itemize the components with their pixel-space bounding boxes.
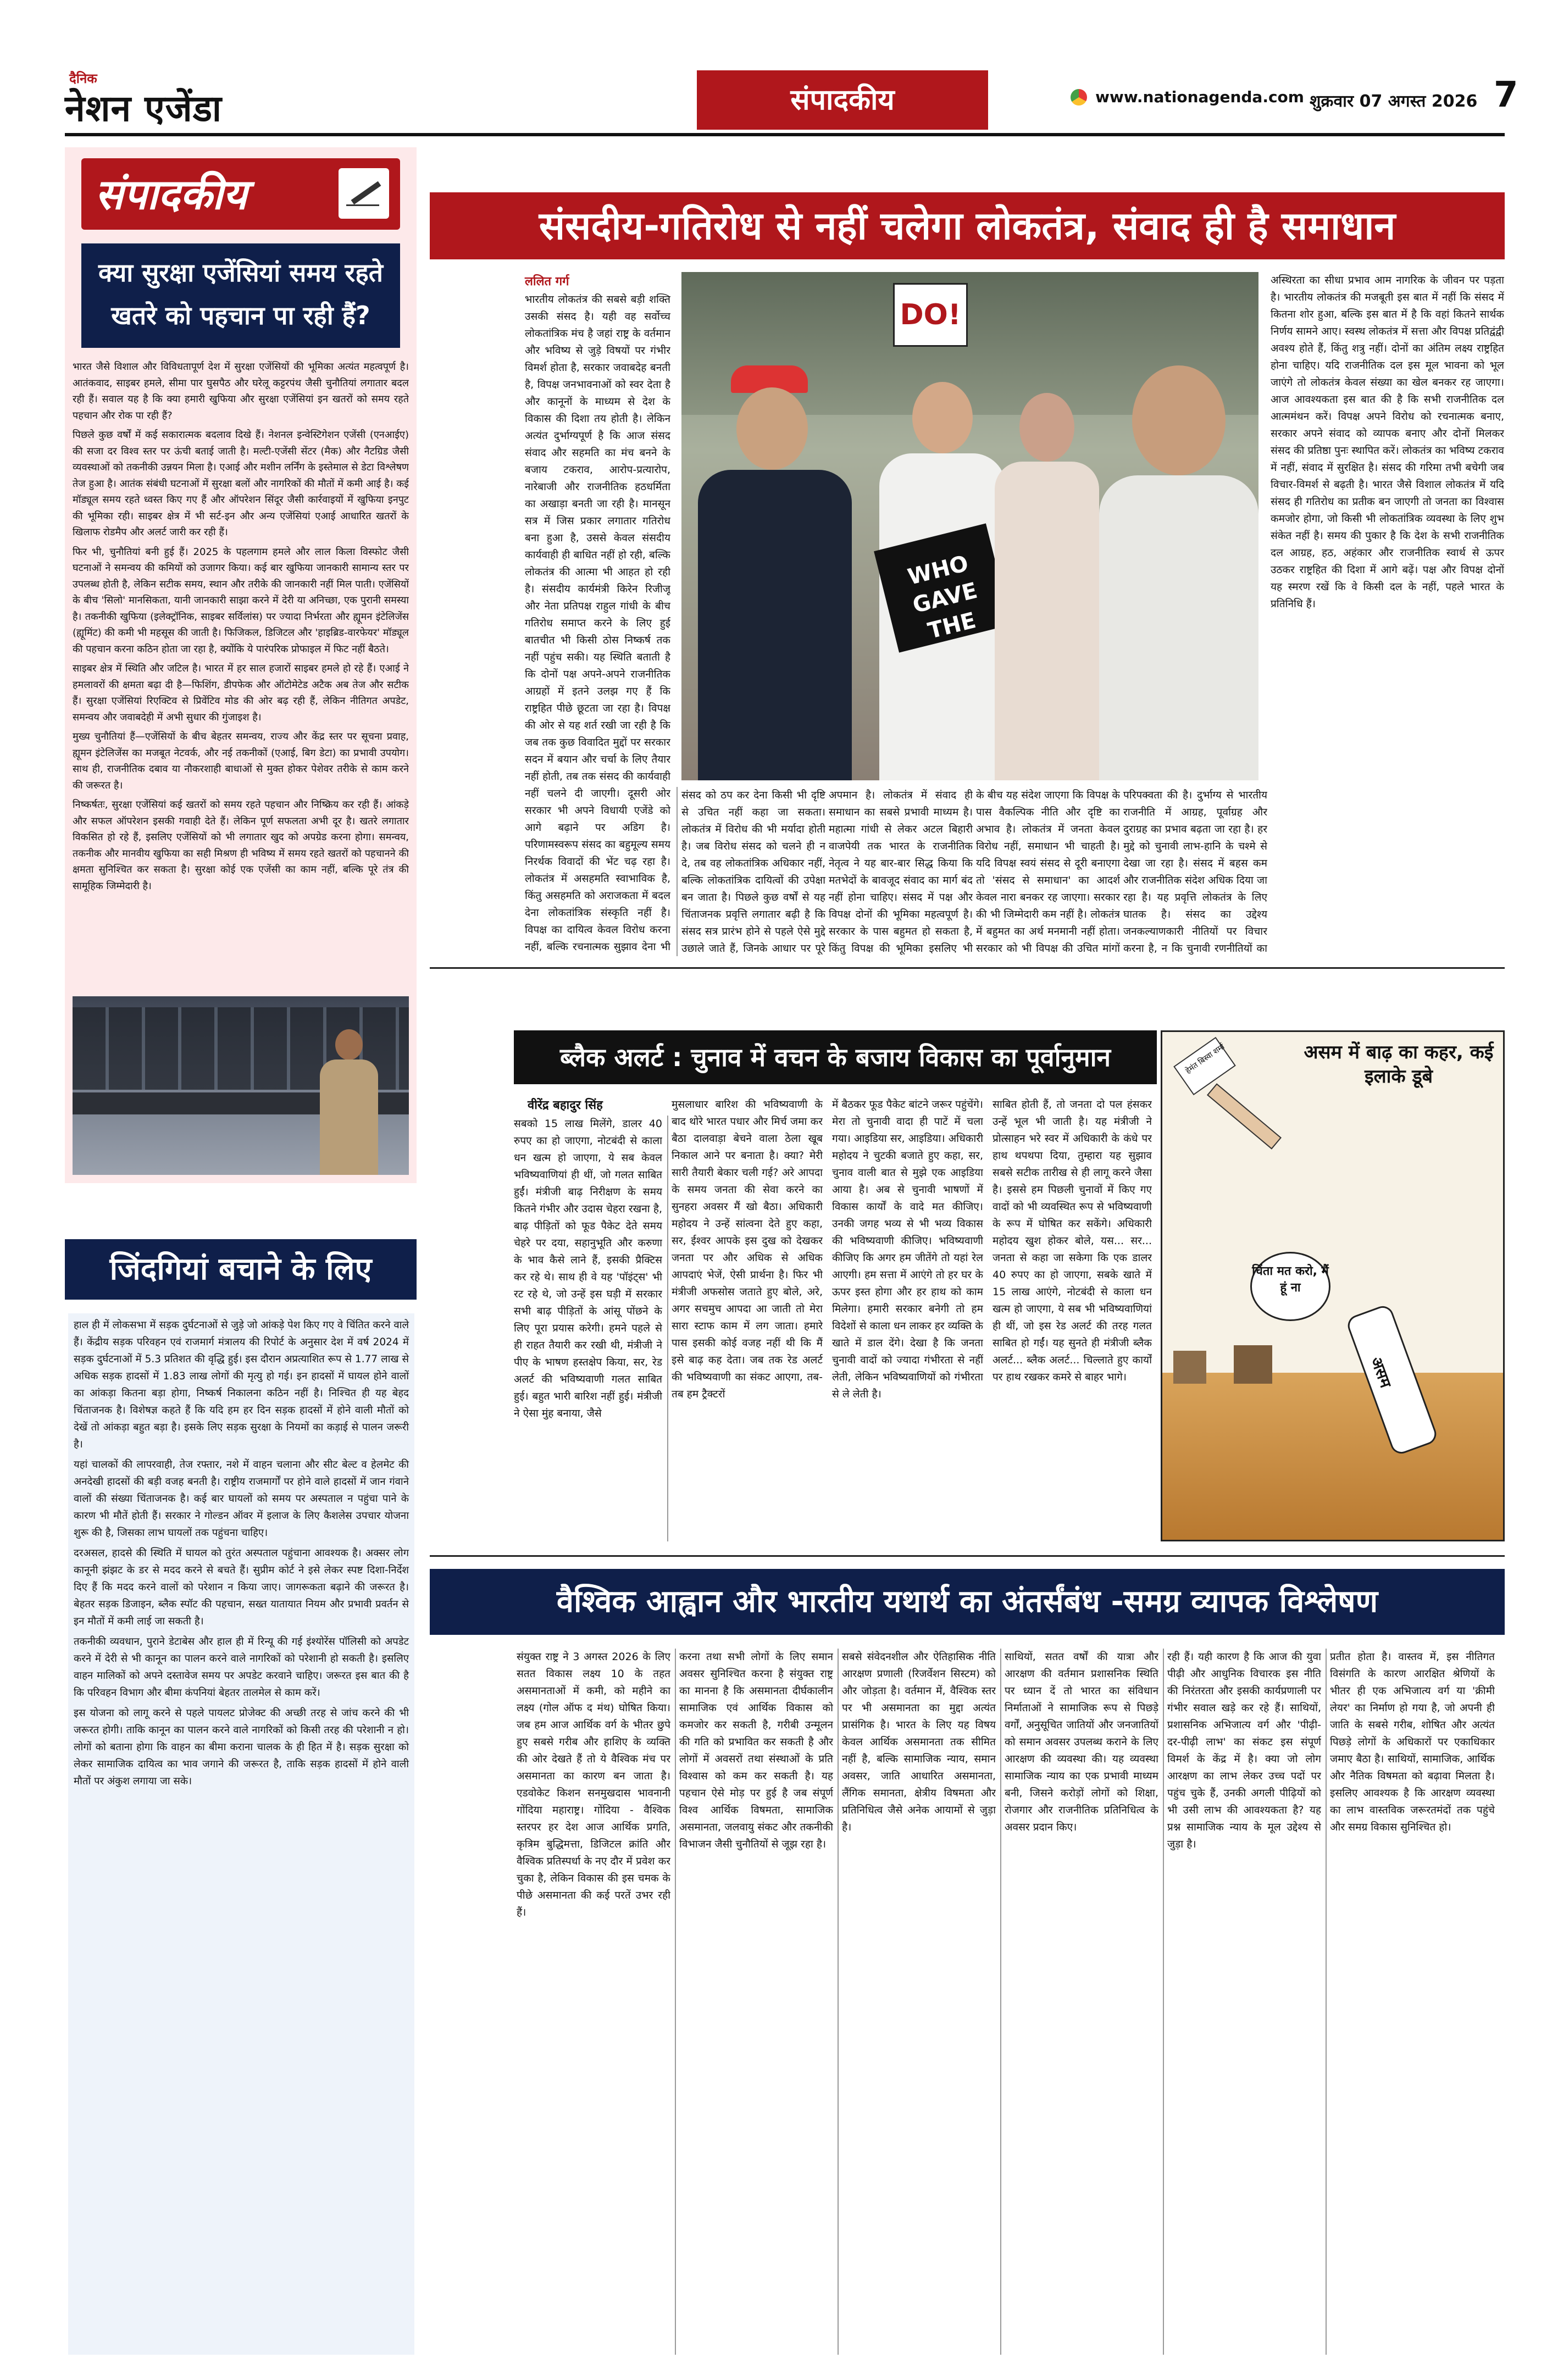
logo-small: दैनिक bbox=[69, 71, 97, 86]
main-col-2: संसद को ठप कर देना किसी भी दृष्टि से उचित नहीं कहा जा सकता। लोकतंत्र में विरोध की भी मर्यादा होती है। जब विरोध संसद को चलने ही न दे, तब वह लोकतांत्रिक अधिकार नहीं, बल्कि लोकतांत्रिक दायित्वों की उपेक्षा बन जाता है। पिछले कुछ वर्षों से यह चिंताजनक प्रवृत्ति लगातार बढ़ी है कि संसद सत्र प्रारंभ होने से पहले ऐसे मुद्दे उछाले जाते हैं, जिनके आधार पर पूरे bbox=[681, 789, 825, 955]
global-col-3: सबसे संवेदनशील और ऐतिहासिक नीति आरक्षण प्रणाली (रिजर्वेशन सिस्टम) को और जोड़ता है। वर्तमान में, वैश्विक स्तर पर भी असमानता का मुद्दा अत्यंत प्रासंगिक है। भारत के लिए यह विषय केवल आर्थिक असमानता तक सीमित नहीं है, बल्कि सामाजिक न्याय, समान अवसर, जाति आधारित असमानता, लैंगिक समानता, क्षेत्रीय विषमता और प्रतिनिधित्व जैसे अनेक आयामों से जुड़ा है। bbox=[842, 1651, 996, 1833]
website-block bbox=[1071, 88, 1304, 115]
editorial-body bbox=[73, 359, 409, 983]
section-rule bbox=[430, 967, 1505, 969]
main-byline: ललित गर्ग bbox=[525, 275, 569, 289]
website-link[interactable]: www.nationagenda.com bbox=[1095, 88, 1304, 106]
black-alert-banner bbox=[514, 1030, 1157, 1084]
life-para: दरअसल, हादसे की स्थिति में घायल को तुरंत अस्पताल पहुंचाना आवश्यक है। अक्सर लोग कानूनी झंझट के डर से मदद करने से बचते हैं। सुप्रीम कोर्ट ने इसे लेकर स्पष्ट दिशा-निर्देश दिए हैं कि मदद करने वालों को परेशान न किया जाए। जागरूकता बढ़ाने की जरूरत है। बेहतर सड़क डिजाइन, ब्लैक स्पॉट की पहचान, सख्त यातायात नियम और प्रभावी प्रवर्तन से इन मौतों में कमी लाई जा सकती है। bbox=[74, 1547, 409, 1627]
black-alert-headline: ब्लैक अलर्ट : चुनाव में वचन के बजाय विकास का पूर्वानुमान bbox=[559, 1042, 1111, 1072]
black-col-2: मुसलाधार बारिश की भविष्यवाणी के बाद थोरे भारत पधार और मिर्च जमा कर बैठा दालवाड़ा बेचने वाला ठेला खूब निकाल आने पर बनाता है। क्या? मेरी सारी तैयारी बेकार चली गई? अरे आपदा के समय जनता की सेवा करने का सुनहरा अवसर मैं खो बैठा। अधिकारी महोदय ने उन्हें सांत्वना देते हुए कहा, सर, ईश्वर आपके इस दुख को देखकर जनता पर और अधिक से अधिक आपदाएं भेजें, ऐसी प्रार्थना है। फिर भी मंत्रीजी अफसोस जताते हुए बोले, अरे, अगर सचमुच आपदा आ जाती तो मेरा सारा स्टाफ काम में लग जाता। हमारे पास इसकी कोई वजह नहीं थी कि मैं इसे बाढ़ कह देता। जब तक रेड अलर्ट की भविष्यवाणी का संकट आएगा, तब-तब हम ट्रैक्टरों bbox=[672, 1099, 823, 1400]
column-rule bbox=[677, 787, 678, 956]
column-rule bbox=[1163, 1649, 1164, 2355]
life-para: यहां चालकों की लापरवाही, तेज रफ्तार, नशे में वाहन चलाना और सीट बेल्ट व हेलमेट की अनदेखी हादसों की बड़ी वजह बनती है। राष्ट्रीय राजमार्गों पर होने वाले हादसों में जान गंवाने वालों की संख्या चिंताजनक है। कई बार घायलों को समय पर अस्पताल न पहुंचा पाने के कारण भी मौतें होती हैं। सरकार ने गोल्डन ऑवर में इलाज के लिए कैशलेस उपचार योजना शुरू की है, जिसका लाभ घायलों तक पहुंचना चाहिए। bbox=[74, 1459, 409, 1539]
main-col-6: अस्थिरता का सीधा प्रभाव आम नागरिक के जीवन पर पड़ता है। भारतीय लोकतंत्र की मजबूती इस बात में नहीं कि संसद में कितना शोर हुआ, बल्कि इस बात में है कि वहां कितने सार्थक निर्णय सामने आए। स्वस्थ लोकतंत्र में सत्ता और विपक्ष प्रतिद्वंद्वी अवश्य होते हैं, किंतु शत्रु नहीं। दोनों का अंतिम लक्ष्य राष्ट्रहित होना चाहिए। यदि राजनीतिक दल इस मूल भावना को भूल जाएंगे तो लोकतंत्र केवल संख्या का खेल बनकर रह जाएगा। आज आवश्यकता इस बात की है कि सभी राजनीतिक दल आत्ममंथन करें। विपक्ष अपने विरोध को रचनात्मक बनाए, सरकार अपने संवाद को व्यापक बनाए और दोनों मिलकर संसद की प्रतिष्ठा पुनः स्थापित करें। लोकतंत्र का भविष्य टकराव में नहीं, संवाद में सुरक्षित है। संसद की गरिमा तभी बचेगी जब विचार-विमर्श से बढ़ती है। भारत जैसे विशाल लोकतंत्र में यदि संसद ही गतिरोध का प्रतीक बन जाएगी तो जनता का विश्वास कमजोर होगा, जो किसी भी लोकतांत्रिक व्यवस्था के लिए शुभ संकेत नहीं है। समय की पुकार है कि देश के सभी राजनीतिक दल आग्रह, हठ, अहंकार और राजनीतिक स्वार्थ से ऊपर उठकर राष्ट्रहित की दिशा में आगे बढ़ें। पक्ष और विपक्ष दोनों यह स्मरण रखें कि वे किसी दल के नहीं, पहले भारत के प्रतिनिधि हैं। bbox=[1271, 274, 1504, 610]
section-banner bbox=[697, 70, 988, 130]
flood-cartoon bbox=[1161, 1030, 1505, 1541]
global-headline-bar bbox=[430, 1569, 1505, 1635]
editorial-headline: क्या सुरक्षा एजेंसियां समय रहते खतरे को पहचान पा रही हैं? bbox=[98, 258, 383, 330]
black-col-3: में बैठकर फूड पैकेट बांटने जरूर पहुंचेंगे। मेरा तो चुनावी वादा ही पाटें में चला गया। आइडिया सर, आइडिया। अधिकारी महोदय ने चुटकी बजाते हुए कहा, सर, चुनाव वाली बात से मुझे एक आइडिया आया है। अब से चुनावी भाषणों में विकास कार्यों के वादे मत कीजिए। उनकी जगह भव्य से भी भव्य विकास की भविष्यवाणी कीजिए। भविष्यवाणी कीजिए कि अगर हम जीतेंगे तो यहां रेल आएगी। हम सत्ता में आएंगे तो हर घर के ऊपर इस्त होगा और हर हाथ को काम मिलेगा। हमारी सरकार बनेगी तो हम विदेशों से काला धन लाकर हर व्यक्ति के खाते में डाल देंगे। देखा है कि जनता चुनावी वादों को ज्यादा गंभीरता से नहीं लेती, लेकिन भविष्यवाणियों को गंभीरता से ले लेती है। bbox=[832, 1099, 983, 1400]
who-gave-sign: WHO GAVE THE bbox=[874, 523, 1011, 652]
global-col-2: करना तथा सभी लोगों के लिए समान अवसर सुनिश्चित करना है संयुक्त राष्ट्र का मानना है कि असमानता दीर्घकालीन सामाजिक एवं आर्थिक विकास को कमजोर कर सकती है, गरीबी उन्मूलन की गति को प्रभावित कर सकती है और लोगों में अवसरों तथा संस्थाओं के प्रति विश्वास को कम कर सकती है। यह पहचान ऐसे मोड़ पर हुई है जब संपूर्ण विश्व आर्थिक विषमता, सामाजिक असमानता, जलवायु संकट और तकनीकी विभाजन जैसी चुनौतियों से जूझ रहा है। bbox=[679, 1651, 833, 1850]
life-para: इस योजना को लागू करने से पहले पायलट प्रोजेक्ट की अच्छी तरह से जांच करने की भी जरूरत होगी। ताकि कानून का पालन करने वाले नागरिकों को किसी तरह की परेशानी न हो। लोगों को बताना होगा कि वाहन का बीमा कराना चालक के ही हित में है। सड़क सुरक्षा को लेकर सामाजिक दायित्व का भाव जगाने की जरूरत है, ताकि सड़क हादसों में होने वाली मौतों पर अंकुश लगाया जा सके। bbox=[74, 1707, 409, 1787]
editorial-para: भारत जैसे विशाल और विविधतापूर्ण देश में सुरक्षा एजेंसियों की भूमिका अत्यंत महत्वपूर्ण है। आतंकवाद, साइबर हमले, सीमा पार घुसपैठ और घरेलू कट्टरपंथ जैसी चुनौतियां लगातार बदल रही हैं। सवाल यह है कि क्या हमारी खुफिया और सुरक्षा एजेंसियां इन खतरों को समय रहते पहचान और रोक पा रही हैं? bbox=[73, 361, 409, 421]
parliament-protest-photo bbox=[681, 272, 1258, 780]
main-col-1: भारतीय लोकतंत्र की सबसे बड़ी शक्ति उसकी संसद है। यही वह सर्वोच्च लोकतांत्रिक मंच है जहां राष्ट्र के वर्तमान और भविष्य से जुड़े विषयों पर गंभीर विमर्श होता है, सरकार जवाबदेह बनती है, विपक्ष जनभावनाओं को स्वर देता है और कानूनों के माध्यम से देश के विकास की दिशा तय होती है। लेकिन अत्यंत दुर्भाग्यपूर्ण है कि आज संसद संवाद और सहमति का मंच बनने के बजाय टकराव, आरोप-प्रत्यारोप, नारेबाजी और राजनीतिक हठधर्मिता का अखाड़ा बनती जा रही है। मानसून सत्र में जिस प्रकार लगातार गतिरोध बना हुआ है, उससे केवल संसदीय कार्यवाही ही बाधित नहीं हो रही, बल्कि लोकतंत्र की आत्मा भी आहत हो रही है। संसदीय कार्यमंत्री किरेन रिजीजू और नेता प्रतिपक्ष राहुल गांधी के बीच गतिरोध समाप्त करने के लिए हुई बातचीत भी किसी ठोस निष्कर्ष तक नहीं पहुंच सकी। यह स्थिति बताती है कि दोनों पक्ष अपने-अपने राजनीतिक आग्रहों में इतने उलझ गए हैं कि राष्ट्रहित पीछे छूटता जा रहा है। विपक्ष की ओर से यह शर्त रखी जा रही है कि जब तक कुछ विवादित मुद्दों पर सरकार सदन में बयान और चर्चा के लिए तैयार नहीं होती, तब तक संसद की कार्यवाही नहीं चलने दी जाएगी। दूसरी ओर सरकार भी अपने विधायी एजेंडे को आगे बढ़ाने पर अडिग है। परिणामस्वरूप संसद का बहुमूल्य समय निरर्थक विवादों की भेंट चढ़ रहा है। लोकतंत्र में असहमति स्वाभाविक है, किंतु असहमति को अराजकता में बदल देना लोकतांत्रिक संस्कृति नहीं है। विपक्ष का दायित्व केवल विरोध करना नहीं, बल्कि रचनात्मक सुझाव देना भी bbox=[525, 293, 670, 953]
life-header-bar bbox=[65, 1239, 417, 1300]
column-rule bbox=[667, 1116, 668, 1541]
masthead bbox=[65, 65, 1518, 136]
global-col-5: रही हैं। यही कारण है कि आज की युवा पीढ़ी और आधुनिक विचारक इस नीति की निरंतरता और इसकी कार्यप्रणाली पर गंभीर सवाल खड़े कर रहे हैं। साथियों, प्रशासनिक अभिजात्य वर्ग और 'पीढ़ी-दर-पीढ़ी लाभ' का संकट इस संपूर्ण विमर्श के केंद्र में है। क्या जो लोग आरक्षण का लाभ लेकर उच्च पदों पर पहुंच चुके हैं, उनकी अगली पीढ़ियों को भी उसी लाभ की आवश्यकता है? यह प्रश्न सामाजिक न्याय के मूल उद्देश्य से जुड़ा है। bbox=[1167, 1651, 1321, 1850]
globe-icon bbox=[1071, 89, 1087, 106]
editorial-para: फिर भी, चुनौतियां बनी हुई हैं। 2025 के पहलगाम हमले और लाल किला विस्फोट जैसी घटनाओं ने समन्वय की कमियों को उजागर किया। कई बार खुफिया जानकारी सामान्य स्तर पर उपलब्ध होती है, लेकिन सटीक समय, स्थान और तरीके की जानकारी नहीं मिल पाती। एजेंसियों के बीच 'सिलो' मानसिकता, यानी जानकारी साझा करने में देरी या अनिच्छा, एक पुरानी समस्या है। तकनीकी खुफिया (इलेक्ट्रॉनिक, साइबर सर्विलांस) पर ज्यादा निर्भरता और ह्यूमन इंटेलिजेंस (ह्यूमिंट) की कमी भी महसूस की जाती है। फिजिकल, डिजिटल और 'हाइब्रिड-वारफेयर' मॉड्यूल की पहचान करना कठिन होता जा रहा है, क्योंकि ये पारंपरिक प्रोफाइल में फिट नहीं बैठते। bbox=[73, 546, 409, 655]
page-number: 7 bbox=[1494, 75, 1518, 115]
global-col-4: साथियों, सतत वर्षों की यात्रा और आरक्षण की वर्तमान प्रशासनिक स्थिति पर ध्यान दें तो भारत का संविधान निर्माताओं ने सामाजिक रूप से पिछड़े वर्गों, अनुसूचित जातियों और जनजातियों को समान अवसर उपलब्ध कराने के लिए आरक्षण की व्यवस्था की। यह व्यवस्था सामाजिक न्याय का एक प्रभावी माध्यम बनी, जिसने करोड़ों लोगों को शिक्षा, रोजगार और राजनीतिक प्रतिनिधित्व के अवसर प्रदान किए। bbox=[1005, 1651, 1158, 1833]
pen-icon bbox=[339, 168, 389, 219]
column-rule bbox=[1326, 1649, 1327, 2355]
logo bbox=[65, 69, 373, 130]
life-body bbox=[68, 1313, 414, 2355]
cartoon-speech-bubble: चिंता मत करो, मैं हूं ना bbox=[1250, 1252, 1330, 1321]
cartoon-houses bbox=[1173, 1340, 1283, 1384]
column-rule bbox=[838, 1649, 839, 2355]
security-control-room-photo bbox=[73, 996, 409, 1175]
person-left bbox=[692, 343, 857, 780]
black-alert-byline: वीरेंद्र बहादुर सिंह bbox=[528, 1099, 603, 1112]
editorial-column bbox=[65, 147, 417, 1183]
column-rule bbox=[1000, 1649, 1001, 2355]
global-col-6: प्रतीत होता है। वास्तव में, इस नीतिगत विसंगति के कारण आरक्षित श्रेणियों के भीतर ही एक अभिजात्य वर्ग या 'क्रीमी लेयर' का निर्माण हो गया है, जो अपनी ही जाति के सबसे गरीब, शोषित और अत्यंत पिछड़े लोगों के अधिकारों पर एकाधिकार जमाए बैठा है। साथियों, सामाजिक, आर्थिक और नैतिक विषमता को बढ़ावा मिलता है। इसलिए आवश्यक है कि आरक्षण व्यवस्था का लाभ वास्तविक जरूरतमंदों तक पहुंचे और समग्र विकास सुनिश्चित हो। bbox=[1330, 1651, 1495, 1833]
cartoon-arm-sign: हेमंत बिस्वा शर्मा bbox=[1173, 1043, 1283, 1142]
logo-main: नेशन एजेंडा bbox=[65, 87, 222, 130]
protest-sign-left: DO! bbox=[893, 283, 968, 347]
global-col-1: संयुक्त राष्ट्र ने 3 अगस्त 2026 के लिए सतत विकास लक्ष्य 10 के तहत असमानताओं में कमी, को महीने का लक्ष्य (गोल ऑफ द मंथ) घोषित किया। जब हम आज आर्थिक वर्ग के भीतर छुपे हुए सबसे गरीब और हाशिए के व्यक्ति की ओर देखते हैं तो ये वैश्विक मंच पर असमानता का कारण बन जाता है। एडवोकेट किशन सनमुखदास भावनानी गोंदिया महाराष्ट्र। गोंदिया - वैश्विक स्तरपर हर देश आज आर्थिक प्रगति, कृत्रिम बुद्धिमत्ता, डिजिटल क्रांति और वैश्विक प्रतिस्पर्धा के नए दौर में प्रवेश कर चुका है, लेकिन विकास की इस चमक के पीछे असमानता की कई परतें उभर रही हैं। bbox=[517, 1651, 670, 1918]
main-col-4: के बीच यह संदेश जाएगा कि विपक्ष के पास वैकल्पिक नीति और दृष्टि का अभाव है। लोकतंत्र में जनता केवल विरोध नहीं, समाधान भी चाहती है। यदि विपक्ष स्वयं संसद से दूरी बनाएगा तो 'संसद से समाधान' का आदर्श केवल नारा बनकर रह जाएगा। सरकार की भी जिम्मेदारी कम नहीं है। लोकतंत्र में बहुमत का अर्थ मनमानी नहीं होता। सरकार को भी विपक्ष की उचित मांगों bbox=[976, 789, 1120, 955]
editorial-para: निष्कर्षतः, सुरक्षा एजेंसियां कई खतरों को समय रहते पहचान और निष्क्रिय कर रही हैं। आंकड़े और सफल ऑपरेशन इसकी गवाही देते हैं। लेकिन पूर्ण सफलता अभी दूर है। खतरे लगातार विकसित हो रहे हैं, इसलिए एजेंसियों को भी लगातार खुद को अपग्रेड करना होगा। समन्वय, तकनीक और मानवीय खुफिया का सही मिश्रण ही भविष्य में समय रहते खतरों को पहचानने की क्षमता सुनिश्चित कर सकता है। सुरक्षा कोई एक एजेंसी का काम नहीं, बल्कि पूरे तंत्र की सामूहिक जिम्मेदारी है। bbox=[73, 799, 409, 892]
life-headline: जिंदगियां बचाने के लिए bbox=[109, 1251, 372, 1287]
officer-figure bbox=[314, 1029, 380, 1175]
editorial-headline-box bbox=[81, 243, 400, 348]
editorial-para: मुख्य चुनौतियां हैं—एजेंसियों के बीच बेहतर समन्वय, राज्य और केंद्र स्तर पर सूचना प्रवाह, ह्यूमन इंटेलिजेंस का मजबूत नेटवर्क, और नई तकनीकों (एआई, बिग डेटा) का प्रभावी उपयोग। साथ ही, राजनीतिक दबाव या नौकरशाही बाधाओं से मुक्त होकर पेशेवर तरीके से काम करने की जरूरत है। bbox=[73, 731, 409, 791]
black-col-1: सबको 15 लाख मिलेंगे, डालर 40 रुपए का हो जाएगा, नोटबंदी से काला धन खत्म हो जाएगा, ये सब केवल भविष्यवाणियां ही थीं, जो गलत साबित हुईं। मंत्रीजी बाढ़ निरीक्षण के समय कितने गंभीर और उदास चेहरा रखना है, बाढ़ पीड़ितों को फूड पैकेट देते समय चेहरे पर दया, सहानुभूति और करुणा के भाव कैसे लाने हैं, इसकी प्रैक्टिस कर रहे थे। साथ ही वे यह 'पॉइंट्स' भी रट रहे थे, जो उन्हें इस घड़ी में सरकार सभी बाढ़ पीड़ितों के आंसू पोंछने के लिए पूरा प्रयास करेगी। हमने पहले से ही राहत तैयारी कर रखी थी, मंत्रीजी ने पीए के भाषण हस्तक्षेप किया, सर, रेड अलर्ट की भविष्यवाणी गलत साबित हुई। बहुत भारी बारिश नहीं हुई। मंत्रीजी ने ऐसा मुंह बनाया, जैसे bbox=[514, 1118, 662, 1419]
global-headline: वैश्विक आह्वान और भारतीय यथार्थ का अंतर्संबंध -समग्र व्यापक विश्लेषण bbox=[556, 1584, 1378, 1619]
editorial-para: साइबर क्षेत्र में स्थिति और जटिल है। भारत में हर साल हजारों साइबर हमले हो रहे हैं। एआई ने हमलावरों की क्षमता बढ़ा दी है—फिशिंग, डीपफेक और ऑटोमेटेड अटैक अब तेज और सटीक हैं। सुरक्षा एजेंसियां रिएक्टिव से प्रिवेंटिव मोड की ओर बढ़ रही हैं, लेकिन नीतिगत अपडेट, समन्वय और जवाबदेही में अभी सुधार की गुंजाइश है। bbox=[73, 663, 409, 723]
cartoon-flood-water bbox=[1162, 1373, 1505, 1541]
main-col-3: अपमान है। लोकतंत्र में संवाद ही समाधान का सबसे प्रभावी माध्यम है। महात्मा गांधी से लेकर अटल बिहारी वाजपेयी तक भारत के राजनीतिक नेतृत्व ने यह बार-बार सिद्ध किया कि मतभेदों के बावजूद संवाद का मार्ग बंद नहीं होना चाहिए। संसद में पक्ष और विपक्ष दोनों की भूमिका महत्वपूर्ण है। सरकार के पास बहुमत हो सकता है, किंतु विपक्ष की भूमिका इसलिए भी bbox=[829, 789, 973, 955]
column-rule bbox=[675, 1649, 676, 2355]
section-rule bbox=[430, 1555, 1505, 1557]
editorial-para: पिछले कुछ वर्षों में कई सकारात्मक बदलाव दिखे हैं। नेशनल इन्वेस्टिगेशन एजेंसी (एनआईए) की सजा दर विश्व स्तर पर ऊंची बताई जाती है। मल्टी-एजेंसी सेंटर (मैक) और नैटग्रिड जैसी व्यवस्थाओं को तकनीकी उन्नयन मिला है। एआई और मशीन लर्निंग के इस्तेमाल से डेटा विश्लेषण तेज हुआ है। आतंक संबंधी घटनाओं में सुरक्षा बलों और नागरिकों की मौतों में कमी आई है। कई मॉड्यूल समय रहते ध्वस्त किए गए हैं और ऑपरेशन सिंदूर जैसी कार्रवाइयों में खुफिया इनपुट की भूमिका रही। साइबर क्षेत्र में भी सर्ट-इन और अन्य एजेंसियां एआई आधारित खतरों के खिलाफ रोडमैप और अलर्ट जारी कर रही हैं। bbox=[73, 429, 409, 538]
section-title: संपादकीय bbox=[790, 84, 895, 116]
person-minister bbox=[1099, 365, 1258, 780]
life-para: हाल ही में लोकसभा में सड़क दुर्घटनाओं से जुड़े जो आंकड़े पेश किए गए वे चिंतित करने वाले हैं। केंद्रीय सड़क परिवहन एवं राजमार्ग मंत्रालय की रिपोर्ट के अनुसार देश में वर्ष 2024 में सड़क दुर्घटनाओं में 5.3 प्रतिशत की वृद्धि हुई। इस दौरान अप्रत्याशित रूप से 1.77 लाख से अधिक सड़क हादसों में 1.83 लाख लोगों की मृत्यु हो गई। इन हादसों में घायल होने वालों का आंकड़ा कितना बड़ा होगा, निष्कर्ष निकालना कठिन नहीं है। निश्चित ही यह बेहद चिंताजनक है। विशेषज्ञ कहते हैं कि यदि हम हर दिन सड़क हादसों में होने वाली मौतों को देखें तो आंकड़ा बहुत बड़ा है। इसके लिए सड़क सुरक्षा के नियमों का कड़ाई से पालन जरूरी है। bbox=[74, 1319, 409, 1450]
issue-date: शुक्रवार 07 अगस्त 2026 bbox=[1310, 92, 1478, 111]
main-headline: संसदीय-गतिरोध से नहीं चलेगा लोकतंत्र, संवाद ही है समाधान bbox=[539, 203, 1396, 248]
black-col-4: साबित होती हैं, तो जनता दो पल हंसकर उन्हें भूल भी जाती है। यह मंत्रीजी ने प्रोत्साहन भरे स्वर में अधिकारी के कंधे पर हाथ थपथपा दिया, तुम्हारा यह सुझाव सबसे सटीक तारीख से ही लागू करने जैसा है। इससे हम पिछली चुनावों में किए गए वादों को भी व्यवस्थित रूप से भविष्यवाणी के रूप में घोषित कर सकेंगे। अधिकारी महोदय खुश होकर बोले, यस... सर... जनता से कहा जा सकेगा कि एक डालर 40 रुपए का हो जाएगा, सबके खाते में 15 लाख आएंगे, नोटबंदी से काला धन खत्म हो जाएगा, ये सब भी भविष्यवाणियां ही थीं, जो इस रेड अलर्ट की तरह गलत साबित हो गईं। यह सुनते ही मंत्रीजी ब्लैक अलर्ट... ब्लैक अलर्ट... चिल्लाते हुए कार्यों पर हाथ रखकर कमरे से बाहर भागे। bbox=[993, 1099, 1152, 1383]
main-headline-bar bbox=[430, 192, 1505, 259]
person-woman bbox=[989, 393, 1105, 780]
editorial-header bbox=[81, 158, 400, 230]
editorial-header-text: संपादकीय bbox=[95, 170, 247, 219]
main-col-5: परिपक्वता की है। दुर्भाग्य से भारतीय राजनीति में आग्रह, पूर्वाग्रह और दुराग्रह का प्रभाव बढ़ता जा रहा है। हर मुद्दे को चुनावी लाभ-हानि के चश्मे से देखा जा रहा है। संसद में बहस कम और राजनीतिक संदेश अधिक दिया जा रहा है। यह प्रवृत्ति लोकतंत्र के लिए घातक है। संसद का उद्देश्य जनकल्याणकारी नीतियों पर विचार करना है, न कि चुनावी रणनीतियों का bbox=[1123, 789, 1267, 955]
masthead-rule bbox=[65, 133, 1505, 136]
life-para: तकनीकी व्यवधान, पुराने डेटाबेस और हाल ही में रिन्यू की गई इंश्योरेंस पॉलिसी को अपडेट करने में देरी से भी कानून का पालन करने वाले नागरिकों को परेशानी हो सकती है। इसलिए वाहन मालिकों को अपने दस्तावेज समय पर अपडेट करवाने चाहिए। जरूरत इस बात की है कि परिवहन विभाग और बीमा कंपनियां बेहतर तालमेल से काम करें। bbox=[74, 1636, 409, 1699]
cartoon-title: असम में बाढ़ का कहर, कई इलाके डूबे bbox=[1304, 1041, 1494, 1088]
cartoon-drowning-figure: असम bbox=[1344, 1307, 1432, 1472]
